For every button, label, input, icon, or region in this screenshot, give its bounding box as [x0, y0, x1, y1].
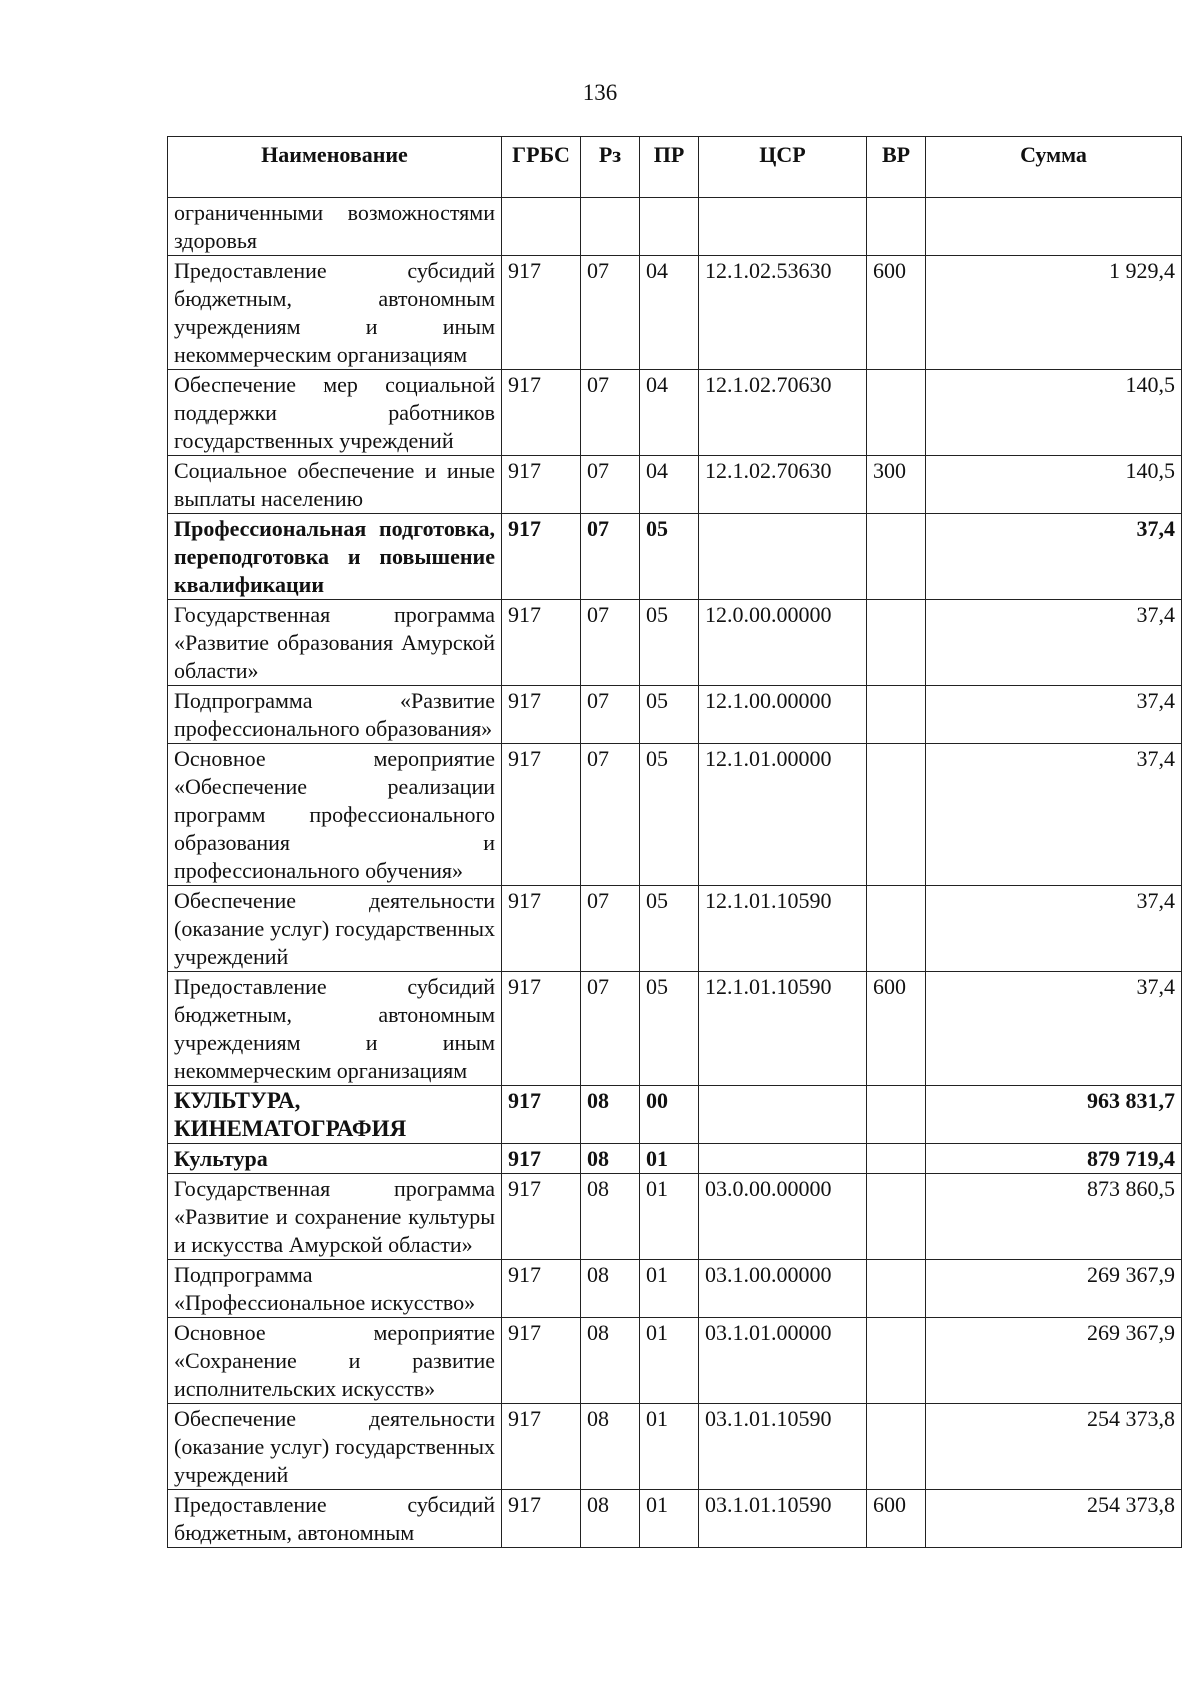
cell-vr	[867, 370, 926, 456]
budget-table	[167, 136, 1182, 1548]
header-sum: Сумма	[926, 137, 1182, 198]
cell-pr: 00	[640, 1086, 699, 1144]
table-row	[168, 886, 1182, 972]
cell-csr	[699, 514, 867, 600]
cell-csr: 12.1.02.70630	[699, 456, 867, 514]
cell-vr	[867, 1174, 926, 1260]
cell-csr: 12.1.00.00000	[699, 686, 867, 744]
cell-name: КУЛЬТУРА, КИНЕМАТОГРАФИЯ	[168, 1086, 502, 1144]
cell-rz: 07	[581, 456, 640, 514]
cell-csr: 12.1.01.10590	[699, 886, 867, 972]
cell-name: Подпрограмма «Профессиональное искусство»	[168, 1260, 502, 1318]
cell-csr: 03.1.01.10590	[699, 1404, 867, 1490]
header-csr: ЦСР	[699, 137, 867, 198]
cell-vr	[867, 1260, 926, 1318]
cell-sum	[926, 198, 1182, 256]
cell-csr: 12.1.01.10590	[699, 972, 867, 1086]
cell-sum: 254 373,8	[926, 1404, 1182, 1490]
cell-name: Государственная программа «Развитие образования Амурской области»	[168, 600, 502, 686]
cell-grbs: 917	[502, 972, 581, 1086]
cell-grbs: 917	[502, 1086, 581, 1144]
table-row	[168, 744, 1182, 886]
cell-grbs: 917	[502, 1174, 581, 1260]
cell-vr	[867, 1404, 926, 1490]
cell-csr	[699, 1086, 867, 1144]
cell-sum: 879 719,4	[926, 1144, 1182, 1174]
cell-pr: 04	[640, 370, 699, 456]
table-row	[168, 1318, 1182, 1404]
cell-rz: 07	[581, 256, 640, 370]
cell-vr	[867, 600, 926, 686]
cell-sum: 269 367,9	[926, 1260, 1182, 1318]
cell-pr: 01	[640, 1490, 699, 1548]
table-row	[168, 972, 1182, 1086]
cell-grbs: 917	[502, 744, 581, 886]
cell-name: Обеспечение деятельности (оказание услуг) государственных учреждений	[168, 1404, 502, 1490]
cell-sum: 140,5	[926, 456, 1182, 514]
cell-vr	[867, 1086, 926, 1144]
table-row	[168, 456, 1182, 514]
cell-pr: 04	[640, 256, 699, 370]
cell-name: Культура	[168, 1144, 502, 1174]
cell-pr: 05	[640, 686, 699, 744]
table-row	[168, 370, 1182, 456]
cell-grbs: 917	[502, 1144, 581, 1174]
table-row	[168, 514, 1182, 600]
cell-pr: 05	[640, 600, 699, 686]
cell-csr	[699, 198, 867, 256]
cell-sum: 37,4	[926, 514, 1182, 600]
cell-pr	[640, 198, 699, 256]
cell-grbs: 917	[502, 1404, 581, 1490]
cell-grbs: 917	[502, 1490, 581, 1548]
cell-name: Государственная программа «Развитие и сохранение культуры и искусства Амурской области»	[168, 1174, 502, 1260]
cell-pr: 01	[640, 1260, 699, 1318]
cell-rz	[581, 198, 640, 256]
cell-rz: 07	[581, 972, 640, 1086]
cell-vr	[867, 1318, 926, 1404]
table-row	[168, 1490, 1182, 1548]
cell-name: Основное мероприятие «Обеспечение реализации программ профессионального образования и профессионального обучения»	[168, 744, 502, 886]
cell-pr: 05	[640, 886, 699, 972]
header-vr: ВР	[867, 137, 926, 198]
cell-sum: 269 367,9	[926, 1318, 1182, 1404]
cell-csr: 12.1.02.70630	[699, 370, 867, 456]
cell-name: Обеспечение деятельности (оказание услуг) государственных учреждений	[168, 886, 502, 972]
table-row	[168, 198, 1182, 256]
cell-rz: 08	[581, 1490, 640, 1548]
cell-vr	[867, 686, 926, 744]
cell-pr: 01	[640, 1174, 699, 1260]
cell-rz: 08	[581, 1318, 640, 1404]
header-name: Наименование	[168, 137, 502, 198]
cell-vr: 600	[867, 972, 926, 1086]
cell-sum: 254 373,8	[926, 1490, 1182, 1548]
cell-sum: 963 831,7	[926, 1086, 1182, 1144]
cell-vr	[867, 886, 926, 972]
cell-rz: 07	[581, 686, 640, 744]
cell-rz: 08	[581, 1404, 640, 1490]
cell-rz: 08	[581, 1174, 640, 1260]
table-row	[168, 1144, 1182, 1174]
cell-vr: 600	[867, 256, 926, 370]
cell-name: Предоставление субсидий бюджетным, автономным учреждениям и иным некоммерческим организациям	[168, 256, 502, 370]
cell-grbs	[502, 198, 581, 256]
table-body	[168, 198, 1182, 1548]
cell-name: Подпрограмма «Развитие профессионального образования»	[168, 686, 502, 744]
cell-csr	[699, 1144, 867, 1174]
cell-rz: 08	[581, 1260, 640, 1318]
table-row	[168, 600, 1182, 686]
cell-vr	[867, 514, 926, 600]
cell-csr: 12.1.01.00000	[699, 744, 867, 886]
cell-rz: 07	[581, 744, 640, 886]
cell-vr: 300	[867, 456, 926, 514]
cell-name: Предоставление субсидий бюджетным, автономным	[168, 1490, 502, 1548]
cell-csr: 03.1.01.00000	[699, 1318, 867, 1404]
cell-name: Основное мероприятие «Сохранение и развитие исполнительских искусств»	[168, 1318, 502, 1404]
cell-grbs: 917	[502, 686, 581, 744]
header-pr: ПР	[640, 137, 699, 198]
table-row	[168, 686, 1182, 744]
cell-pr: 04	[640, 456, 699, 514]
cell-pr: 05	[640, 972, 699, 1086]
cell-name: ограниченными возможностями здоровья	[168, 198, 502, 256]
cell-name: Социальное обеспечение и иные выплаты населению	[168, 456, 502, 514]
cell-sum: 37,4	[926, 886, 1182, 972]
table-header-row	[168, 137, 1182, 198]
header-rz: Рз	[581, 137, 640, 198]
cell-grbs: 917	[502, 256, 581, 370]
cell-sum: 37,4	[926, 744, 1182, 886]
cell-grbs: 917	[502, 1318, 581, 1404]
cell-name: Профессиональная подготовка, переподготовка и повышение квалификации	[168, 514, 502, 600]
cell-rz: 08	[581, 1144, 640, 1174]
cell-pr: 01	[640, 1144, 699, 1174]
cell-name: Предоставление субсидий бюджетным, автономным учреждениям и иным некоммерческим организациям	[168, 972, 502, 1086]
cell-vr	[867, 744, 926, 886]
table-row	[168, 1404, 1182, 1490]
table-row	[168, 256, 1182, 370]
cell-pr: 01	[640, 1318, 699, 1404]
cell-rz: 08	[581, 1086, 640, 1144]
cell-grbs: 917	[502, 886, 581, 972]
cell-rz: 07	[581, 886, 640, 972]
cell-sum: 37,4	[926, 972, 1182, 1086]
cell-vr	[867, 1144, 926, 1174]
table-row	[168, 1086, 1182, 1144]
cell-grbs: 917	[502, 1260, 581, 1318]
cell-rz: 07	[581, 514, 640, 600]
cell-pr: 01	[640, 1404, 699, 1490]
header-grbs: ГРБС	[502, 137, 581, 198]
cell-grbs: 917	[502, 600, 581, 686]
table-row	[168, 1174, 1182, 1260]
cell-name: Обеспечение мер социальной поддержки работников государственных учреждений	[168, 370, 502, 456]
cell-rz: 07	[581, 370, 640, 456]
cell-csr: 12.1.02.53630	[699, 256, 867, 370]
cell-csr: 03.1.00.00000	[699, 1260, 867, 1318]
page-number: 136	[582, 80, 618, 105]
cell-csr: 12.0.00.00000	[699, 600, 867, 686]
cell-sum: 873 860,5	[926, 1174, 1182, 1260]
cell-rz: 07	[581, 600, 640, 686]
cell-csr: 03.1.01.10590	[699, 1490, 867, 1548]
cell-sum: 37,4	[926, 600, 1182, 686]
cell-pr: 05	[640, 514, 699, 600]
cell-vr	[867, 198, 926, 256]
cell-sum: 37,4	[926, 686, 1182, 744]
cell-grbs: 917	[502, 370, 581, 456]
cell-grbs: 917	[502, 456, 581, 514]
cell-sum: 1 929,4	[926, 256, 1182, 370]
cell-vr: 600	[867, 1490, 926, 1548]
cell-grbs: 917	[502, 514, 581, 600]
cell-sum: 140,5	[926, 370, 1182, 456]
cell-pr: 05	[640, 744, 699, 886]
table-row	[168, 1260, 1182, 1318]
cell-csr: 03.0.00.00000	[699, 1174, 867, 1260]
